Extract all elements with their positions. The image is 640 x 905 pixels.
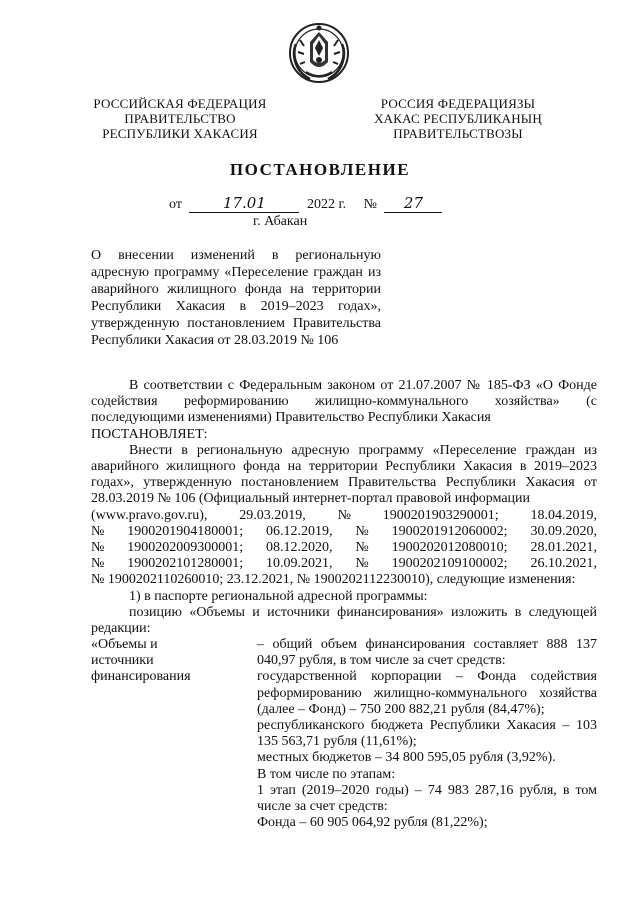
header-left (80, 96, 280, 141)
date-prefix: от (169, 197, 182, 212)
financing-item: республиканского бюджета Республики Хакасия – 103 135 563,71 рубля (11,61%); (257, 718, 597, 750)
amendment-row: (www.pravo.gov.ru), 29.03.2019, № 1900201903290001; 18.04.2019, (91, 507, 597, 523)
header-right-line: ХАКАС РЕСПУБЛИКАНЫҢ (374, 111, 542, 126)
amendment-row: № 1900202009300001; 08.12.2020, № 1900202012080010; 28.01.2021, (91, 540, 597, 556)
date-handwritten: 17.01 (189, 196, 299, 213)
coat-of-arms-emblem-icon (288, 22, 350, 84)
header-left-line: РОССИЙСКАЯ ФЕДЕРАЦИЯ (93, 96, 267, 111)
header-right (358, 96, 558, 141)
financing-details (257, 637, 597, 831)
amendment-row: № 1900202101280001; 10.09.2021, № 1900202109100002; 26.10.2021, (91, 556, 597, 572)
paragraph-resolves: ПОСТАНОВЛЯЕТ: (91, 426, 208, 442)
header-left-line: РЕСПУБЛИКИ ХАКАСИЯ (102, 126, 258, 141)
paragraph: позицию «Объемы и источники финансирования» изложить в следующей редакции: (91, 604, 597, 637)
financing-item: В том числе по этапам: (257, 766, 396, 782)
document-body (91, 378, 597, 637)
date-year: 2022 г. (306, 197, 347, 212)
header-right-line: ПРАВИТЕЛЬСТВОЗЫ (393, 126, 523, 141)
header-left-line: ПРАВИТЕЛЬСТВО (124, 111, 236, 126)
header-right-line: РОССИЯ ФЕДЕРАЦИЯЗЫ (380, 96, 536, 111)
number-sign: № (363, 197, 377, 212)
financing-item: государственной корпорации – Фонда содействия реформированию жилищно-коммунального хозяйства (далее – Фонд) – 750 200 882,21 рубля (84,47%); (257, 669, 597, 717)
paragraph: Внести в региональную адресную программу «Переселение граждан из аварийного жилищного фонда на территории Республики Хакасия в 2019–2023 годах», утвержденную постановлением Правительства Республики Хакасия от 28.03.2019 № 106 (Официальный интернет-портал правовой информации (91, 442, 597, 507)
paragraph: В соответствии с Федеральным законом от 21.07.2007 № 185-ФЗ «О Фонде содействия реформированию жилищно-коммунального хозяйства» (с последующими изменениями) Правительство Республики Хакасия (91, 378, 597, 426)
number-handwritten: 27 (384, 196, 442, 213)
financing-label: «Объемы и источники финансирования (91, 637, 191, 685)
document-title: ПОСТАНОВЛЕНИЕ (229, 160, 411, 179)
financing-item: – общий объем финансирования составляет 888 137 040,97 рубля, в том числе за счет средств: (257, 637, 597, 669)
date-line (169, 196, 442, 213)
amendment-row: № 1900201904180001; 06.12.2019, № 1900201912060002; 30.09.2020, (91, 523, 597, 539)
financing-item: местных бюджетов – 34 800 595,05 рубля (3,92%). (257, 750, 556, 766)
document-subject: О внесении изменений в региональную адресную программу «Переселение граждан из аварийного жилищного фонда на территории Республики Хакасия в 2019–2023 годах», утвержденную постановлением Правительства Республики Хакасия от 28.03.2019 № 106 (91, 248, 381, 348)
paragraph: № 1900202110260010; 23.12.2021, № 1900202112230010), следующие изменения: (91, 572, 576, 588)
city: г. Абакан (253, 214, 308, 229)
financing-item: Фонда – 60 905 064,92 рубля (81,22%); (257, 815, 488, 831)
financing-item: 1 этап (2019–2020 годы) – 74 983 287,16 рубля, в том числе за счет средств: (257, 782, 597, 815)
paragraph: 1) в паспорте региональной адресной программы: (129, 588, 428, 604)
